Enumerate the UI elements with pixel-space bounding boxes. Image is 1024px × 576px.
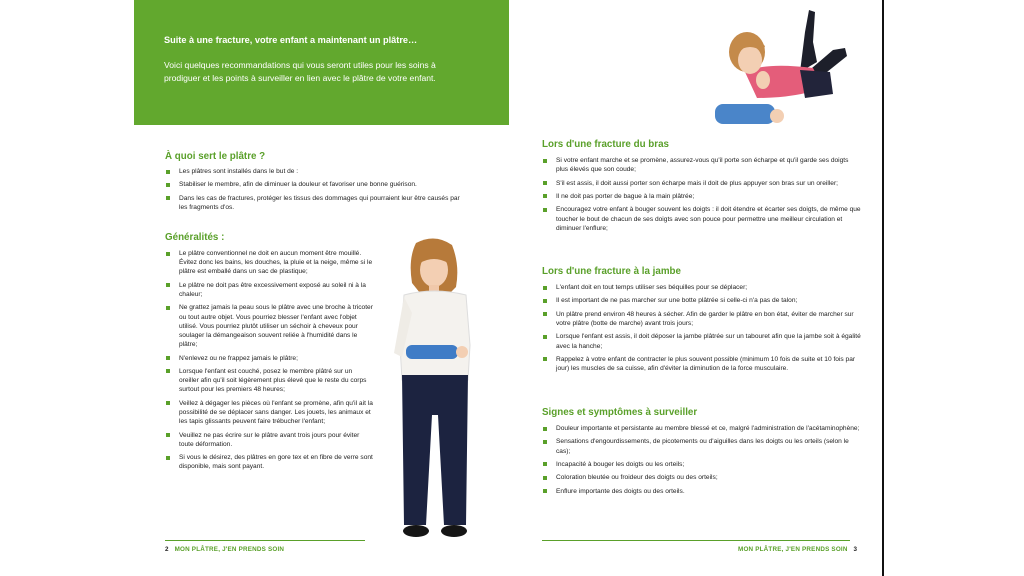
heading-general: Généralités : [165,232,225,243]
heading-purpose: À quoi sert le plâtre ? [165,151,266,162]
page-number: 3 [853,546,858,553]
list-symptoms [542,424,862,500]
list-purpose [165,167,465,216]
list-item: Les plâtres sont installés dans le but de : [165,167,465,176]
footer-left [165,546,284,553]
list-general [165,249,373,476]
list-item: Stabiliser le membre, afin de diminuer la douleur et favoriser une bonne guérison. [165,180,465,189]
page-edge-border [882,0,884,576]
page-number: 2 [165,546,169,553]
child-arm-cast-illustration [380,235,490,550]
list-item: Enflure importante des doigts ou des orteils. [542,487,862,496]
list-item: Veuillez ne pas écrire sur le plâtre avant trois jours pour éviter toute déformation. [165,431,373,449]
list-item: Un plâtre prend environ 48 heures à sécher. Afin de garder le plâtre en bon état, éviter de marcher sur votre plâtre (botte de marche) avant trois jours; [542,310,862,328]
list-item: Ne grattez jamais la peau sous le plâtre avec une broche à tricoter ou tout autre objet. Vous pourriez blesser l'enfant avec l'objet utilisé. Vous pourriez plutôt utiliser un séchoir à cheveux pour soulager la démangeaison souvent reliée à l'humidité dans le plâtre; [165,303,373,349]
list-item: Si votre enfant marche et se promène, assurez-vous qu'il porte son écharpe et qu'il garde ses doigts plus élevés que son coude; [542,156,862,174]
footer-rule [542,540,850,541]
list-item: Sensations d'engourdissements, de picotements ou d'aiguilles dans les doigts ou les orteils (selon le cas); [542,437,862,455]
list-item: Encouragez votre enfant à bouger souvent les doigts : il doit étendre et écarter ses doigts, de même que toucher le bout de chacun de ses doigts avec son pouce pour permettre une meilleur circulation et diminuer l'enflure; [542,205,862,233]
list-item: Il ne doit pas porter de bague à la main plâtrée; [542,192,862,201]
list-item: Dans les cas de fractures, protéger les tissus des dommages qui pourraient leur être causés par les fragments d'os. [165,194,465,212]
list-item: Il est important de ne pas marcher sur une botte plâtrée si celle-ci n'a pas de talon; [542,296,862,305]
list-leg-fracture [542,283,862,378]
list-item: Rappelez à votre enfant de contracter le plus souvent possible (minimum 10 fois de suite et 10 fois par jour) les muscles de sa cuisse, afin d'éviter la diminution de la force musculaire. [542,355,862,373]
footer-rule [165,540,365,541]
list-item: Coloration bleutée ou froideur des doigts ou des orteils; [542,473,862,482]
heading-arm-fracture: Lors d'une fracture du bras [542,139,669,150]
list-item: L'enfant doit en tout temps utiliser ses béquilles pour se déplacer; [542,283,862,292]
footer-title: MON PLÂTRE, J'EN PRENDS SOIN [174,546,285,553]
footer-right [738,546,857,553]
heading-leg-fracture: Lors d'une fracture à la jambe [542,266,681,277]
list-item: Le plâtre conventionnel ne doit en aucun moment être mouillé. Évitez donc les bains, les douches, la pluie et la neige, même si le plâtre est emballé dans un sac de plastique; [165,249,373,277]
list-item: Le plâtre ne doit pas être excessivement exposé au soleil ni à la chaleur; [165,281,373,299]
list-item: Douleur importante et persistante au membre blessé et ce, malgré l'administration de l'acétaminophène; [542,424,862,433]
list-item: Veillez à dégager les pièces où l'enfant se promène, afin qu'il ait la possibilité de se déplacer sans danger. Les jouets, les animaux et les tapis glissants peuvent faire trébucher l'enfant; [165,399,373,427]
list-item: Si vous le désirez, des plâtres en gore tex et en fibre de verre sont disponible, mais sont payant. [165,453,373,471]
heading-symptoms: Signes et symptômes à surveiller [542,407,698,418]
banner-intro: Voici quelques recommandations qui vous seront utiles pour les soins à prodiguer et les points à surveiller en lien avec le plâtre de votre enfant. [164,60,436,83]
list-item: Lorsque l'enfant est assis, il doit déposer la jambe plâtrée sur un tabouret afin que la jambe soit à égalité avec la hanche; [542,332,862,350]
list-item: Lorsque l'enfant est couché, posez le membre plâtré sur un oreiller afin qu'il soit légèrement plus élevé que le reste du corps surtout pour les premiers 48 heures; [165,367,373,395]
footer-title: MON PLÂTRE, J'EN PRENDS SOIN [738,546,848,553]
list-item: N'enlevez ou ne frappez jamais le plâtre; [165,354,373,363]
child-lying-illustration [705,2,855,134]
intro-banner [134,0,509,125]
banner-title: Suite à une fracture, votre enfant a maintenant un plâtre… [164,35,418,45]
list-arm-fracture [542,156,862,237]
list-item: Incapacité à bouger les doigts ou les orteils; [542,460,862,469]
list-item: S'il est assis, il doit aussi porter son écharpe mais il doit de plus appuyer son bras sur un oreiller; [542,179,862,188]
